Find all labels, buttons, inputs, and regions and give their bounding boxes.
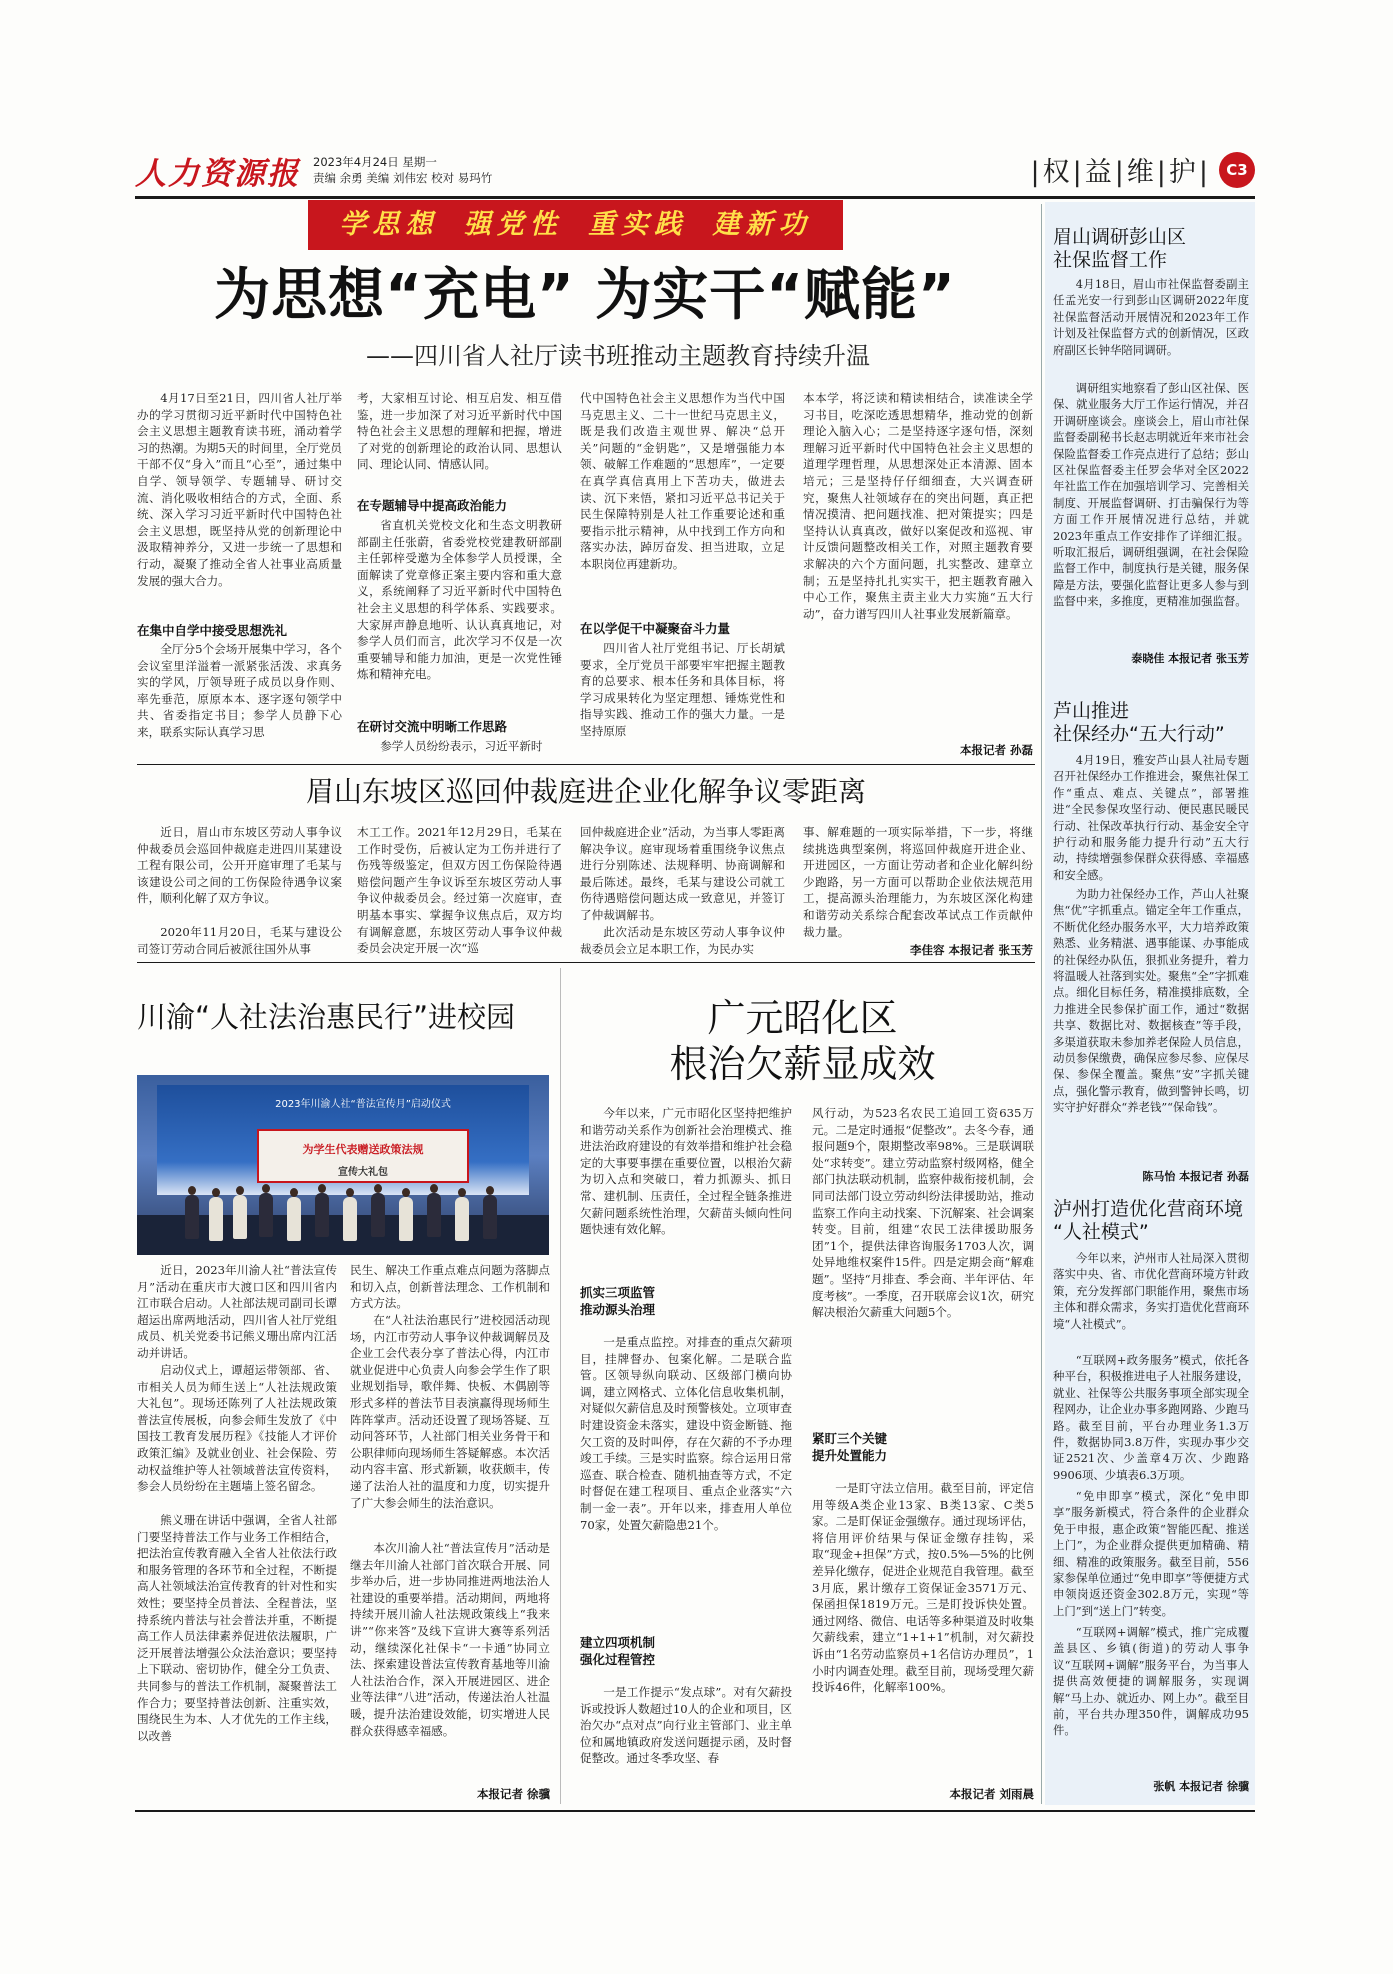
- story3-col1-text-b: 启动仪式上，谭超运带领部、省、市相关人员为师生送上“人社法规政策大礼包”。现场还陈列了人社法规政策普法宣传展板，向参会师生发放了《中国技工教育发展历程》《技能人才评价政策汇编》及就业创业、社会保险、劳动权益维护等人社领域普法宣传资料，参会人员纷纷在主题墙上签名留念。: [137, 1363, 337, 1494]
- lead-col1-text: 4月17日至21日，四川省人社厅举办的学习贯彻习近平新时代中国特色社会主义思想主题教育读书班，涌动着学习的热潮。为期5天的时间里，全厅党员干部不仅“身入”而且“心至”，通过集中自学、领导领学、专题辅导、研讨交流、消化吸收相结合的方式，全面、系统、深入学习习近平新时代中国特色社会主义思想，既坚持从党的创新理论中汲取精神养分，又进一步统一了思想和行动，凝聚了推动全省人社事业高质量发展的强大合力。: [137, 391, 342, 588]
- story2-col1-text-b: 2020年11月20日，毛某与建设公司签订劳动合同后被派往国外从事: [137, 925, 342, 956]
- story2-col4-text: 事、解难题的一项实际举措，下一步，将继续挑选典型案例，将巡回仲裁庭开进企业、开进园区，一方面让劳动者和企业化解纠纷少跑路，另一方面可以帮助企业依法规范用工，提高源头治理能力，为东坡区深化构建和谐劳动关系综合配套改革试点工作贡献仲裁力量。: [803, 825, 1033, 939]
- issue-date: 2023年4月24日 星期一: [313, 155, 437, 169]
- story4-title-line2: 根治欠薪显成效: [669, 1042, 936, 1086]
- story3-col2-text-c: 本次川渝人社“普法宣传月”活动是继去年川渝人社部门首次联合开展、同步举办后，进一步协同推进两地法治人社建设的重要举措。活动期间，两地将持续开展川渝人社法规政策线上“我来讲”“你来答”及线下宣讲大赛等系列活动，继续深化社保卡“一卡通”协同立法、探索建设普法宣传教育基地等川渝人社法治合作，深入开展进园区、进企业等法律“八进”活动，传递法治人社温暖，提升法治建设效能，切实增进人民群众获得感幸福感。: [350, 1541, 550, 1738]
- lead-col2-subtitle: 在专题辅导中提高政治能力: [357, 498, 508, 513]
- person-figure: [427, 1193, 441, 1237]
- lead-col2-text: 考，大家相互讨论、相互启发、相互借鉴，进一步加深了对习近平新时代中国特色社会主义思想的理解和把握，增进了对党的创新理论的政治认同、思想认同、理论认同、情感认同。: [357, 391, 562, 472]
- sidebar-story2-text: 4月19日，雅安芦山县人社局专题召开社保经办工作推进会，聚焦社保工作“重点、难点、关键点”，部署推进“全民参保攻坚行动、便民惠民暖民行动、社保改革执行行动、基金安全守护行动和服务能力提升行动”五大行动，持续增强参保群众获得感、幸福感和安全感。: [1053, 753, 1249, 882]
- person-figure: [209, 1197, 223, 1241]
- masthead: [135, 148, 1255, 196]
- story2-byline: 李佳容 本报记者 张玉芳: [909, 943, 1033, 957]
- lead-col2-text-b: 省直机关党校文化和生态文明教研部副主任张蔚，省委党校党建教研部副主任郭梓受邀为全体参学人员授课，全面解读了党章修正案主要内容和重大意义，系统阐释了习近平新时代中国特色社会主义思想的科学体系、实践要求。大家屏声静息地听、认认真真地记，对参学人员们而言，此次学习不仅是一次重要辅导和能力加油，更是一次党性锤炼和精神充电。: [357, 518, 562, 682]
- sidebar-story1-byline: 泰晓佳 本报记者 张玉芳: [1131, 652, 1249, 665]
- person-figure: [315, 1193, 329, 1237]
- sidebar-story3-title: 泸州打造优化营商环境 “人社模式”: [1053, 1198, 1244, 1243]
- story3-title: 川渝“人社法治惠民行”进校园: [137, 1000, 516, 1034]
- person-figure: [185, 1195, 199, 1239]
- section-name: |权|益|维|护|: [1030, 157, 1211, 188]
- story3-col1-text-c: 熊义珊在讲话中强调，全省人社部门要坚持普法工作与业务工作相结合，把法治宣传教育融入全省人社依法行政和服务管理的各环节和全过程，不断提高人社领域法治宣传教育的针对性和实效性；要坚持全员普法、全程普法，坚持系统内普法与社会普法并重，不断提高工作人员法律素养促进依法履职，广泛开展普法增强公众法治意识；要坚持上下联动、密切协作，健全分工负责、共同参与的普法工作机制，凝聚普法工作合力；要坚持普法创新、注重实效，围绕民生为本、人才优先的工作主线，以改善: [137, 1513, 337, 1743]
- sidebar-story2-text-b: 为助力社保经办工作，芦山人社聚焦“优”字抓重点。锚定全年工作重点，不断优化经办服务水平，大力培养政策熟悉、业务精湛、遇事能谋、办事能成的社保经办队伍，狠抓业务提升，着力将温暖人社落到实处。聚焦“全”字抓难点。细化目标任务，精准摸排底数，全力推进全民参保扩面工作，通过“数据共享、数据比对、数据核查”等手段，多渠道获取未参加养老保险人员信息，动员参保缴费，确保应参尽参、应保尽保、参保全覆盖。聚焦“安”字抓关键点，强化警示教育，做到警钟长鸣，切实守护好群众“养老钱”“保命钱”。: [1053, 887, 1249, 1115]
- bottom-rule: [135, 1810, 1255, 1812]
- story4-col2-text-b: 一是盯守法立信用。截至目前，评定信用等级A类企业13家、B类13家、C类5家。二是盯保证金强缴存。通过现场评估，将信用评价结果与保证金缴存挂钩，采取“现金+担保”方式，按0.5%—5%的比例差异化缴存，促进企业规范自我管理。截至3月底，累计缴存工资保证金3571万元、保函担保1819万元。三是盯投诉快处置。通过网络、微信、电话等多种渠道及时收集欠薪线索，建立“1+1+1”机制，对欠薪投诉由“1名劳动监察员+1名信访办理员”，1小时内调查处理。截至目前，现场受理欠薪投诉46件，化解率100%。: [812, 1481, 1034, 1695]
- person-figure: [455, 1197, 469, 1241]
- person-figure: [483, 1195, 497, 1239]
- story4-col1-text: 今年以来，广元市昭化区坚持把维护和谐劳动关系作为创新社会治理模式、推进法治政府建设的有效举措和维护社会稳定的大事要事摆在重要位置，以根治欠薪为切入点和突破口，着力抓源头、抓日常、建机制、压责任，全过程全链条推进欠薪问题系统性治理，欠薪苗头倾向性问题快速有效化解。: [580, 1106, 792, 1237]
- sign-line2: 宣传大礼包: [338, 1167, 388, 1178]
- sidebar-story1-title: 眉山调研彭山区 社保监督工作: [1053, 226, 1187, 271]
- person-figure: [343, 1197, 357, 1241]
- event-photo: [137, 1075, 549, 1255]
- story2-col2-text: 木工工作。2021年12月29日，毛某在工作时受伤，后被认定为工伤并进行了伤残等级鉴定，但双方因工伤保险待遇赔偿问题产生争议诉至东坡区劳动人事争议仲裁委员会。经过第一次庭审，查明基本事实、掌握争议焦点后，双方均有调解意愿，东坡区劳动人事争议仲裁委员会决定开展一次“巡: [357, 825, 562, 956]
- sidebar-story3-text: 今年以来，泸州市人社局深入贯彻落实中央、省、市优化营商环境方针政策，充分发挥部门职能作用，聚焦市场主体和群众需求，务实打造优化营商环境“人社模式”。: [1053, 1251, 1249, 1331]
- lead-headline: 为思想“充电” 为实干“赋能”: [214, 263, 956, 328]
- lead-byline: 本报记者 孙磊: [959, 743, 1033, 757]
- sidebar-story2-byline: 陈马怡 本报记者 孙磊: [1142, 1170, 1249, 1183]
- sidebar-story3-text-d: “互联网+调解”模式，推广完成覆盖县区、乡镇(街道)的劳动人事争议“互联网+调解”服务平台，为当事人提供高效便捷的调解服务，实现调解“马上办、就近办、网上办”。截至目前，平台共办理350件，调解成功95件。: [1053, 1625, 1249, 1738]
- sidebar-story3-byline: 张帆 本报记者 徐骥: [1153, 1780, 1249, 1793]
- story2-title: 眉山东坡区巡回仲裁庭进企业化解争议零距离: [305, 775, 866, 808]
- sidebar-story1-text: 4月18日，眉山市社保监督委副主任孟光安一行到彭山区调研2022年度社保监督活动开展情况和2023年工作计划及社保监督方式的创新情况，区政府副区长钟华陪同调研。: [1053, 277, 1249, 357]
- story2-col1-text: 近日，眉山市东坡区劳动人事争议仲裁委员会巡回仲裁庭走进四川某建设工程有限公司，公开开庭审理了毛某与该建设公司之间的工伤保险待遇争议案件，顺利化解了双方争议。: [137, 825, 342, 906]
- page-number-badge: C3: [1219, 152, 1255, 188]
- top-rule: [135, 196, 1255, 199]
- sign-line1: 为学生代表赠送政策法规: [302, 1143, 424, 1156]
- story2-col3-text-b: 此次活动是东坡区劳动人事争议仲裁委员会立足本职工作，为民办实: [580, 925, 785, 956]
- lead-col3-text-b: 四川省人社厅党组书记、厅长胡斌要求，全厅党员干部要牢牢把握主题教育的总要求、根本任务和具体目标，将学习成果转化为坚定理想、锤炼党性和指导实践、推动工作的强大力量。一是坚持原原: [580, 641, 785, 738]
- lead-col4-text: 本本学，将泛读和精读相结合，读准读全学习书目，吃深吃透思想精华，推动党的创新理论入脑入心；二是坚持逐字逐句悟，深刻理解习近平新时代中国特色社会主义思想的道理学理哲理，从思想深处正本清源、固本培元；三是坚持仔仔细细查，大兴调查研究，聚焦人社领域存在的突出问题，真正把情况摸清、把问题找准、把对策提实；四是坚持认认真真改，做好以案促改和巡视、审计反馈问题整改相关工作，对照主题教育要求解决的六个方面问题，扎实整改、建章立制；五是坚持扎扎实实干，把主题教育融入中心工作，聚焦主责主业大力实施“五大行动”，奋力谱写四川人社事业发展新篇章。: [803, 391, 1033, 621]
- person-figure: [371, 1193, 385, 1237]
- story4-col1-subtitle-2: 建立四项机制 强化过程管控: [580, 1635, 656, 1667]
- sidebar-story2-title: 芦山推进 社保经办“五大行动”: [1053, 700, 1225, 745]
- story2-col3-text: 回仲裁庭进企业”活动，为当事人零距离解决争议。庭审现场着重围绕争议焦点进行分别陈述、法规释明、协商调解和最后陈述。最终，毛某与建设公司就工伤待遇赔偿问题达成一致意见，并签订了仲裁调解书。: [580, 825, 785, 922]
- sidebar-story3-text-b: “互联网+政务服务”模式，依托各种平台，积极推进电子人社服务建设，就业、社保等公共服务事项全部实现全程网办，让企业办事多跑网路、少跑马路。截至目前，平台办理业务1.3万件，数据协同3.8万件，实现办事少交证2521次、少盖章4万次、少跑路9906项、少填表6.3万项。: [1053, 1353, 1249, 1482]
- gift-sign: [257, 1129, 469, 1183]
- lead-col3-subtitle: 在以学促干中凝聚奋斗力量: [580, 621, 731, 636]
- column-divider: [560, 968, 561, 1804]
- sidebar-story3-text-c: “免申即享”模式，深化“免申即享”服务新模式，符合条件的企业群众免于申报，惠企政策“智能匹配、推送上门”，为企业群众提供更加精确、精细、精准的政策服务。截至目前，556家参保单位通过“免申即享”等便捷方式申领岗返还资金302.8万元，实现“等上门”到“送上门”转变。: [1053, 1489, 1249, 1618]
- stage-screen: [157, 1085, 529, 1195]
- screen-title: 2023年川渝人社“普法宣传月”启动仪式: [275, 1099, 451, 1110]
- divider: [137, 962, 1035, 963]
- person-figure: [233, 1195, 247, 1239]
- lead-col2-text-c: 参学人员纷纷表示，习近平新时: [380, 739, 543, 753]
- lead-col1-subtitle: 在集中自学中接受思想洗礼: [137, 623, 288, 638]
- sidebar-story1-text-b: 调研组实地察看了彭山区社保、医保、就业服务大厅工作运行情况，并召开调研座谈会。座谈会上，眉山市社保监督委副秘书长赵志明就近年来市社会保险监督委工作亮点进行了总结；彭山区社保监督委主任罗会华对全区2022年社监工作在加强培训学习、完善相关制度、开展监督调研、打击骗保行为等方面工作开展情况进行总结，并就2023年重点工作安排作了详细汇报。听取汇报后，调研组强调，在社会保险监督工作中，制度执行是关键，服务保障是方法，要强化监督让更多人参与到监督中来，多推度，更精准加强监督。: [1053, 381, 1249, 609]
- lead-col3-text: 代中国特色社会主义思想作为当代中国马克思主义、二十一世纪马克思主义，既是我们改造主观世界、解决“总开关”问题的“金钥匙”，又是增强能力本领、破解工作难题的“思想库”，一定要在真学真信真用上下苦功夫，做进去读、沉下来悟，紧扣习近平总书记关于民生保障特别是人社工作重要论述和重要指示批示精神，从中找到工作方向和落实办法，踔厉奋发、担当进取，立足本职岗位再建新功。: [580, 391, 785, 571]
- editor-credits: 责编 余勇 美编 刘伟宏 校对 易玛竹: [313, 171, 493, 185]
- story4-col1-subtitle: 抓实三项监管 推动源头治理: [580, 1285, 656, 1317]
- theme-banner: 学思想 强党性 重实践 建新功: [308, 200, 843, 250]
- newspaper-logo: 人力资源报: [135, 156, 300, 192]
- story3-col2-text: 民生、解决工作重点难点问题为落脚点和切入点，创新普法理念、工作机制和方式方法。: [350, 1263, 550, 1311]
- story3-col2-text-b: 在“人社法治惠民行”进校园活动现场，内江市劳动人事争议仲裁调解员及企业工会代表分享了普法心得，内江市就业促进中心负责人向参会学生作了职业规划指导，歌伴舞、快板、木偶剧等形式多样的普法节目表演赢得现场师生阵阵掌声。活动还设置了现场答疑、互动问答环节，人社部门相关业务骨干和公职律师向现场师生答疑解惑。本次活动内容丰富、形式新颖，收获颇丰，传递了法治人社的温度和力度，切实提升了广大参会师生的法治意识。: [350, 1313, 550, 1510]
- story3-byline: 本报记者 徐骥: [476, 1787, 550, 1801]
- story3-col1-text: 近日，2023年川渝人社“普法宣传月”活动在重庆市大渡口区和四川省内江市联合启动。人社部法规司副司长谭超运出席两地活动，四川省人社厅党组成员、机关党委书记熊义珊出席内江活动并讲话。: [137, 1263, 337, 1360]
- lead-col1-text-b: 全厅分5个会场开展集中学习，各个会议室里洋溢着一派紧张活泼、求真务实的学风，厅领导班子成员以身作则、率先垂范，原原本本、逐字逐句领学中共、省委指定书目；参学人员静下心来，联系实际认真学习思: [137, 642, 342, 739]
- story4-title-line1: 广元昭化区: [707, 996, 898, 1040]
- divider: [137, 764, 1035, 765]
- lead-col2-subtitle-2: 在研讨交流中明晰工作思路: [357, 719, 508, 734]
- person-figure: [399, 1197, 413, 1241]
- lead-subhead: ——四川省人社厅读书班推动主题教育持续升温: [366, 342, 870, 370]
- story4-col2-text: 风行动，为523名农民工追回工资635万元。二是定时通报“促整改”。去冬今春，通报问题9个，限期整改率98%。三是联调联处“求转变”。建立劳动监察村级网格，健全部门执法联动机制，监察仲裁衔接机制，会同司法部门设立劳动纠纷法律援助站，推动监察工作向主动找案、下沉解案、社会调案转变。目前，组建“农民工法律援助服务团”1个，提供法律咨询服务1703人次，调处异地维权案件15件。四是定期会商“解难题”。坚持“月排查、季会商、半年评估、年度考核”。一季度，召开联席会议1次，研究解决根治欠薪重大问题5个。: [812, 1106, 1034, 1320]
- story4-col1-text-b: 一是重点监控。对排查的重点欠薪项目，挂牌督办、包案化解。二是联合监管。区领导纵向联动、区级部门横向协调，建立网格式、立体化信息收集机制，对疑似欠薪信息及时预警核处。立项审查时建设资金未落实，建设中资金断链、拖欠工资的及时叫停，存在欠薪的不予办理竣工手续。三是实时监察。综合运用日常巡查、联合检查、随机抽查等方式，不定时督促在建工程项目、重点企业落实“六制一金一表”。开年以来，排查用人单位70家，处置欠薪隐患21个。: [580, 1335, 792, 1532]
- person-figure: [287, 1197, 301, 1241]
- column-separator: [1041, 204, 1042, 1804]
- story4-byline: 本报记者 刘雨晨: [949, 1787, 1034, 1801]
- story4-col2-subtitle: 紧盯三个关键 提升处置能力: [812, 1431, 888, 1463]
- story4-col1-text-c: 一是工作提示“发点球”。对有欠薪投诉或投诉人数超过10人的企业和项目，区治欠办“点对点”向行业主管部门、业主单位和属地镇政府发送问题提示函，及时督促整改。通过冬季攻坚、春: [580, 1685, 792, 1766]
- issue-info: [313, 154, 492, 186]
- person-figure: [259, 1193, 273, 1237]
